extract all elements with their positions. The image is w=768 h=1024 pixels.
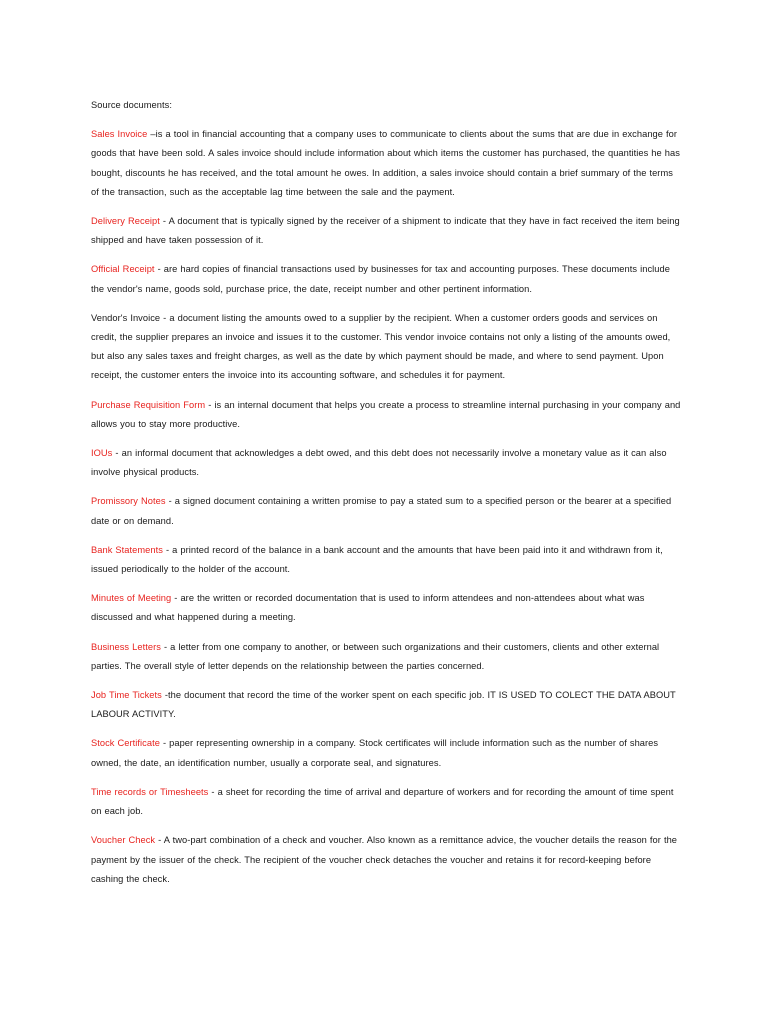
entry-definition: –is a tool in financial accounting that a company uses to communicate to clients about the sums that are due in exchange for goods that have been sold. A sales invoice should include information about which items the customer has purchased, the quantities he has bought, discounts he has received, and the total amount he owes. In addition, a sales invoice should contain a brief summary of the terms of the transaction, such as the acceptable lag time between the sale and the payment.: [91, 129, 680, 197]
entry-term: Bank Statements: [91, 544, 163, 555]
entry-term: Minutes of Meeting: [91, 593, 172, 604]
entry-definition: Vendor's Invoice - a document listing the amounts owed to a supplier by the recipient. When a customer orders goods and services on credit, the supplier prepares an invoice and issues it to the customer. This vendor invoice contains not only a listing of the amounts owed, but also any sales taxes and freight charges, as well as the date by which payment should be made, and where to send payment. Upon receipt, the customer enters the invoice into its accounting software, and schedules it for payment.: [91, 312, 671, 381]
entry-term: Promissory Notes: [91, 496, 166, 507]
entry-term: Purchase Requisition Form: [91, 399, 206, 410]
entry-definition: - a signed document containing a written promise to pay a stated sum to a specified person or the bearer at a specified date or on demand.: [91, 496, 672, 526]
entry-definition: - a sheet for recording the time of arrival and departure of workers and for recording the amount of time spent on each job.: [91, 786, 674, 817]
entry-official-receipt: [91, 260, 681, 298]
entry-term: IOUs: [91, 448, 113, 459]
entry-ious: [91, 444, 681, 482]
entry-term: Time records or Timesheets: [91, 786, 209, 797]
entry-definition: - are the written or recorded documentation that is used to inform attendees and non-attendees about what was discussed and what happened during a meeting.: [91, 593, 645, 623]
entry-term: Voucher Check: [91, 835, 156, 846]
entry-definition: - A document that is typically signed by the receiver of a shipment to indicate that they have in fact received the item being shipped and have taken possession of it.: [91, 216, 680, 246]
entry-definition: - an informal document that acknowledges a debt owed, and this debt does not necessarily involve a monetary value as it can also involve physical products.: [91, 448, 667, 478]
entry-business-letters: [91, 638, 681, 676]
entry-term: Business Letters: [91, 641, 161, 652]
entry-purchase-requisition-form: [91, 396, 681, 434]
entry-definition: -the document that record the time of the worker spent on each specific job. IT IS USED TO COLECT THE DATA ABOUT LABOUR ACTIVITY.: [91, 690, 676, 720]
entry-term: Official Receipt: [91, 264, 155, 275]
document-heading: Source documents:: [91, 100, 172, 110]
entry-bank-statements: [91, 541, 681, 579]
entry-definition: - a printed record of the balance in a bank account and the amounts that have been paid into it and withdrawn from it, issued periodically to the holder of the account.: [91, 544, 663, 575]
entry-voucher-check: [91, 831, 681, 889]
entry-sales-invoice: [91, 125, 681, 202]
entry-vendors-invoice: [91, 309, 681, 386]
document-page: [91, 96, 681, 899]
entry-stock-certificate: [91, 734, 681, 772]
entry-delivery-receipt: [91, 212, 681, 250]
entry-time-records: [91, 783, 681, 821]
entry-job-time-tickets: [91, 686, 681, 724]
entry-definition: - A two-part combination of a check and voucher. Also known as a remittance advice, the voucher details the reason for the payment by the issuer of the check. The recipient of the voucher check detaches the voucher and retains it for record-keeping before cashing the check.: [91, 835, 678, 884]
entry-promissory-notes: [91, 492, 681, 530]
entry-definition: - a letter from one company to another, or between such organizations and their customers, clients and other external parties. The overall style of letter depends on the relationship between the parties concerned.: [91, 641, 660, 671]
entry-term: Job Time Tickets: [91, 690, 162, 701]
entry-term: Stock Certificate: [91, 738, 160, 749]
entry-definition: - paper representing ownership in a company. Stock certificates will include information such as the number of shares owned, the date, an identification number, usually a corporate seal, and signatures.: [91, 738, 659, 768]
entry-term: Sales Invoice: [91, 129, 148, 140]
entry-term: Delivery Receipt: [91, 216, 160, 227]
entry-definition: - are hard copies of financial transactions used by businesses for tax and accounting purposes. These documents include the vendor's name, goods sold, purchase price, the date, receipt number and other pertinent information.: [91, 264, 670, 294]
entry-minutes-of-meeting: [91, 589, 681, 627]
entry-definition: - is an internal document that helps you create a process to streamline internal purchasing in your company and allows you to stay more productive.: [91, 399, 681, 429]
